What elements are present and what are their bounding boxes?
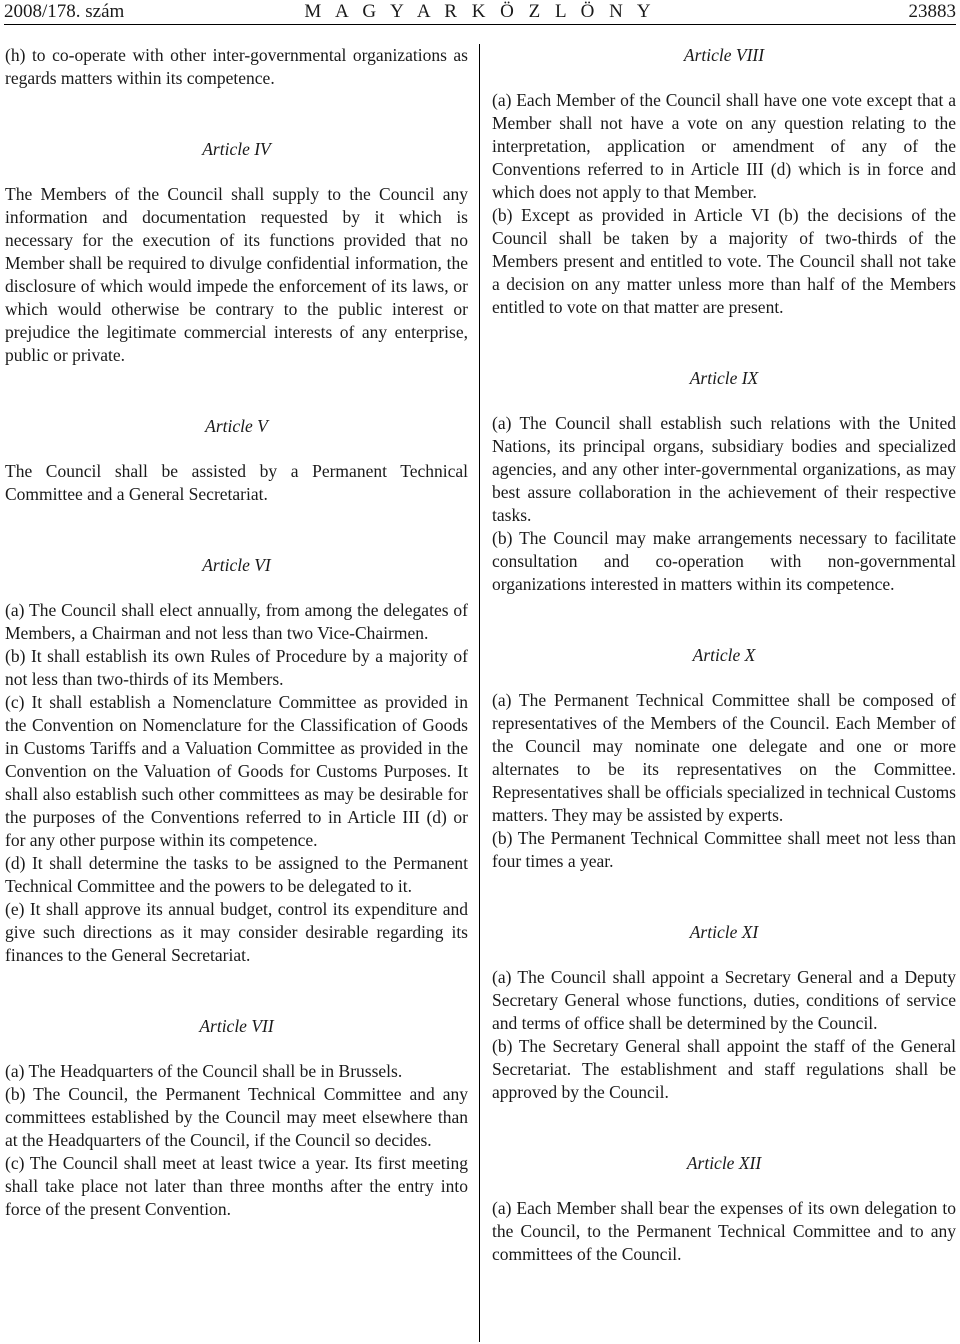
issue-number: 2008/178. szám <box>4 1 125 22</box>
article-x-paragraph-a: (a) The Permanent Technical Committee shall be composed of representatives of the Members of the Council. Each Member of the Council may nominate one delegate and one or more alternates to be its representatives on the Committee. Representatives shall be officials specialized in technical Customs matters. They may be assisted by experts. <box>492 690 956 825</box>
page-number: 23883 <box>908 1 956 22</box>
article-vi-paragraph-c: (c) It shall establish a Nomenclature Committee as provided in the Convention on Nomenclature for the Classification of Goods in Customs Tariffs and a Valuation Committee as provided in the Convention on the Valuation of Goods for Customs Purposes. It shall also establish such other committees as may be desirable for the purposes of the Conventions referred to in Article III (d) or for any other purpose within its competence. <box>5 692 468 850</box>
article-vii-paragraph-a: (a) The Headquarters of the Council shall be in Brussels. <box>5 1061 403 1081</box>
article-vi-paragraph-b: (b) It shall establish its own Rules of Procedure by a majority of not less than two-thirds of its Members. <box>5 646 468 689</box>
continuation-paragraph: (h) to co-operate with other inter-governmental organizations as regards matters within its competence. <box>5 45 468 88</box>
right-column <box>492 44 956 1266</box>
article-x-heading: Article X <box>692 645 756 665</box>
left-column <box>5 44 468 1221</box>
article-xi-paragraph-b: (b) The Secretary General shall appoint the staff of the General Secretariat. The establishment and staff regulations shall be approved by the Council. <box>492 1036 956 1102</box>
article-ix-heading: Article IX <box>689 368 759 388</box>
article-x-paragraph-b: (b) The Permanent Technical Committee shall meet not less than four times a year. <box>492 828 956 871</box>
article-viii-paragraph-a: (a) Each Member of the Council shall have one vote except that a Member shall not have a vote on any question relating to the interpretation, application or amendment of any of the Conventions referred to in Article III (d) which is in force and which does not apply to that Member. <box>492 90 956 202</box>
article-vi-heading: Article VI <box>202 555 271 575</box>
article-vii-paragraph-c: (c) The Council shall meet at least twice a year. Its first meeting shall take place not later than three months after the entry into force of the present Convention. <box>5 1153 468 1219</box>
article-xii-paragraph-a: (a) Each Member shall bear the expenses of its own delegation to the Council, to the Permanent Technical Committee and to any committees of the Council. <box>492 1198 956 1264</box>
article-ix-paragraph-b: (b) The Council may make arrangements necessary to facilitate consultation and co-operation with non-governmental organizations interested in matters within its competence. <box>492 528 956 594</box>
page-header <box>4 0 956 25</box>
article-iv-heading: Article IV <box>202 139 271 159</box>
article-ix-paragraph-a: (a) The Council shall establish such relations with the United Nations, its principal organs, subsidiary bodies and specialized agencies, and any other inter-governmental organizations, as may best assure collaboration in the achievement of their respective tasks. <box>492 413 956 525</box>
article-vi-paragraph-e: (e) It shall approve its annual budget, control its expenditure and give such directions as it may consider desirable regarding its finances to the General Secretariat. <box>5 899 468 965</box>
article-vi-paragraph-d: (d) It shall determine the tasks to be assigned to the Permanent Technical Committee and the powers to be delegated to it. <box>5 853 468 896</box>
article-xi-heading: Article XI <box>689 922 759 942</box>
article-vii-paragraph-b: (b) The Council, the Permanent Technical Committee and any committees established by the Council may meet elsewhere than at the Headquarters of the Council, if the Council so decides. <box>5 1084 468 1150</box>
article-xii-heading: Article XII <box>686 1153 762 1173</box>
article-v-heading: Article V <box>205 416 268 436</box>
article-viii-heading: Article VIII <box>683 45 765 65</box>
journal-title: M A G Y A R K Ö Z L Ö N Y <box>304 1 656 22</box>
article-viii-paragraph-b: (b) Except as provided in Article VI (b) the decisions of the Council shall be taken by a majority of two-thirds of the Members present and entitled to vote. The Council shall not take a decision on any matter unless more than half of the Members entitled to vote on that matter are present. <box>492 205 956 317</box>
column-divider <box>479 44 480 1342</box>
article-xi-paragraph-a: (a) The Council shall appoint a Secretary General and a Deputy Secretary General whose functions, duties, conditions of service and terms of office shall be determined by the Council. <box>492 967 956 1033</box>
article-v-paragraph: The Council shall be assisted by a Permanent Technical Committee and a General Secretariat. <box>5 461 468 504</box>
article-vi-paragraph-a: (a) The Council shall elect annually, from among the delegates of Members, a Chairman and not less than two Vice-Chairmen. <box>5 600 468 643</box>
article-iv-paragraph: The Members of the Council shall supply to the Council any information and documentation requested by it which is necessary for the execution of its functions provided that no Member shall be required to divulge confidential information, the disclosure of which would impede the enforcement of its laws, or which would otherwise be contrary to the public interest or prejudice the legitimate commercial interests of any enterprise, public or private. <box>5 184 468 365</box>
article-vii-heading: Article VII <box>199 1016 274 1036</box>
